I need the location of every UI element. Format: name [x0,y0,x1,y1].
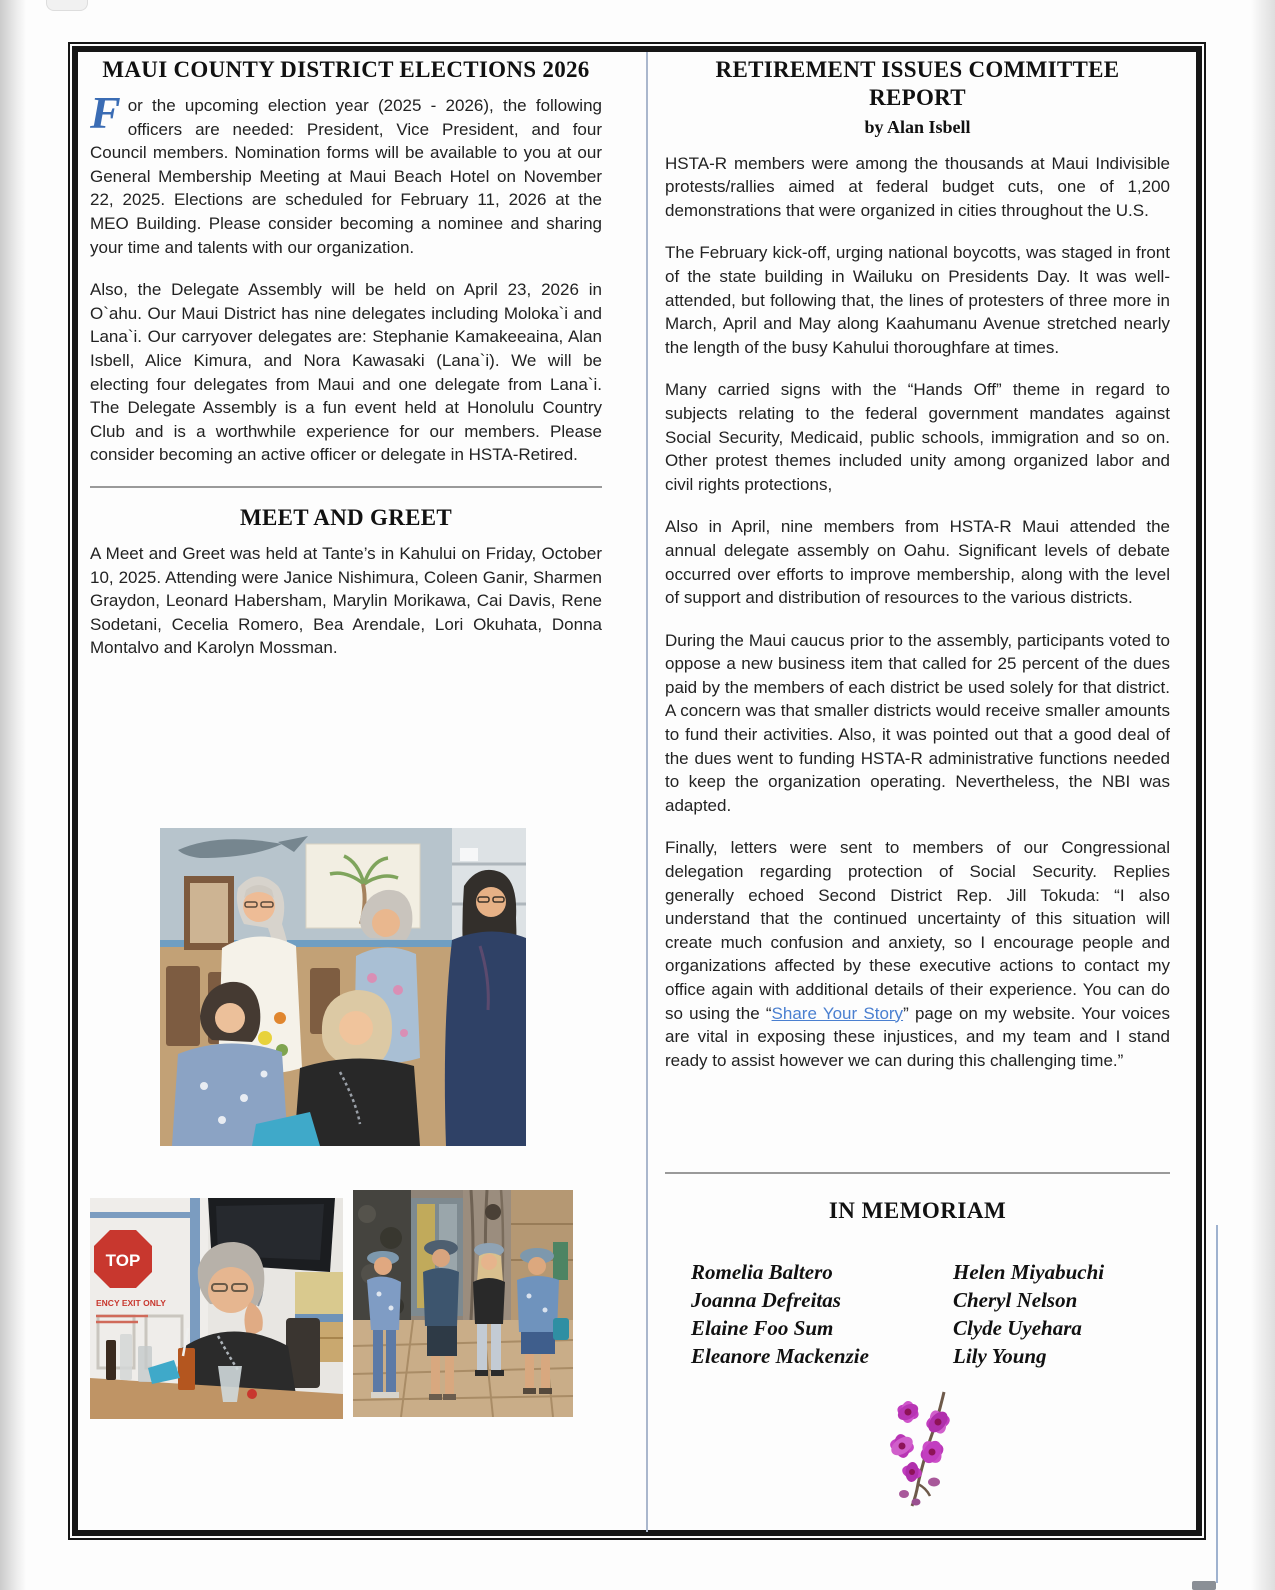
memoriam-names-left [691,1258,953,1370]
stop-sign-text: TOP [105,1251,141,1270]
meet-greet-group-photo [160,828,526,1146]
report-paragraph-1: HSTA-R members were among the thousands at Maui Indivisible protests/rallies aimed at federal budget cuts, one of 1,200 demonstrations that were organized in cities throughout the U.S. [665,153,1170,220]
memoriam-name: Lily Young [953,1344,1047,1368]
elections-paragraph-1 [90,87,602,259]
elections-paragraph-1-text: or the upcoming election year (2025 - 2026), the following officers are needed: President, Vice President, and four Council members. Nomination forms will be available to you at our General Membership Meeting at Maui Beach Hotel on November 22, 2025. Elections are scheduled for February 11, 2026 at the MEO Building. Please consider becoming a nominee and sharing your time and talents with our organization. [90,96,602,257]
scan-edge-left [0,0,26,1590]
meet-greet-title: MEET AND GREET [239,504,453,530]
report-paragraph-5: During the Maui caucus prior to the assembly, participants voted to oppose a new business item that called for 25 percent of the dues paid by the members of each district be used solely for that district. A concern was that smaller districts would receive smaller amounts to fund their activities. Also, it was pointed out that a good deal of the dues went to funding HSTA-R administrative functions needed to keep the organization operating. Nevertheless, the NBI was adapted. [665,630,1170,815]
memoriam-rule [665,1172,1170,1174]
meet-greet-paragraph: A Meet and Greet was held at Tante’s in Kahului on Friday, October 10, 2025. Attending were Janice Nishimura, Coleen Ganir, Sharmen Graydon, Leonard Habersham, Marylin Morikawa, Cai Davis, Rene Sodetani, Cecelia Romero, Bea Arendale, Lori Okuhata, Donna Montalvo and Karolyn Mossman. [90,543,602,658]
scan-corner-tab [46,0,88,11]
final-paragraph-pre: Finally, letters were sent to members of our Congressional delegation regarding protection of Social Security. Replies generally echoed Second District Rep. Jill Tokuda: “I also understand that the continued uncertainty of this situation will create much confusion and anxiety, so I encourage people and organizations affected by these executive actions to contact my office again with additional details of their experience. You can do so using the “ [665,838,1170,1023]
memoriam-name: Romelia Baltero [691,1260,833,1284]
memoriam-name: Eleanore Mackenzie [691,1344,869,1368]
meet-greet-photo-table [90,1198,343,1419]
memoriam-name: Cheryl Nelson [953,1288,1078,1312]
orchid-blooms [888,1400,952,1505]
scan-edge-right [1251,0,1275,1590]
in-memoriam-title: IN MEMORIAM [828,1198,1007,1223]
report-paragraph-4: Also in April, nine members from HSTA-R Maui attended the annual delegate assembly on Oahu. Significant levels of debate occurred over efforts to improve membership, along with the level of support and distribution of resources to the various districts. [665,517,1170,608]
elections-paragraph-2: Also, the Delegate Assembly will be held on April 23, 2026 in O`ahu. Our Maui District has nine delegates including Moloka`i and Lana`i. Our carryover delegates are: Stephanie Kamakeeaina, Alan Isbell, Alice Kimura, and Nora Kawasaki (Lana`i). We will be electing four delegates from Maui and one delegate from Lana`i. The Delegate Assembly is a fun event held at Honolulu Country Club and is a worthwhile experience for our members. Please consider becoming an active officer or delegate in HSTA-Retired. [90,280,602,465]
photo2-stop-sign [94,1230,152,1288]
report-paragraph-2: The February kick-off, urging national boycotts, was staged in front of the state building in Wailuku on Presidents Day. It was well-attended, but following that, the lines of protesters of three more in March, April and May along Kaahumanu Avenue stretched nearly the length of the busy Kahului thoroughfare at times. [665,243,1170,357]
report-paragraph-final [665,836,1170,1072]
memoriam-name: Clyde Uyehara [953,1316,1082,1340]
scan-scratch-line [1216,1225,1218,1583]
memoriam-name: Helen Miyabuchi [953,1260,1105,1284]
memoriam-names-right [953,1258,1163,1370]
right-column [665,56,1170,1091]
memoriam-name: Joanna Defreitas [691,1288,841,1312]
report-byline: by Alan Isbell [864,117,971,137]
report-title: RETIREMENT ISSUES COMMITTEE REPORT [715,57,1120,110]
meet-greet-photo-lobby [353,1190,573,1417]
photo1-framed-picture [184,876,234,950]
final-paragraph-post: ” page on my website. Your voices are vital in exposing these injustices, and my team and I stand ready to assist however we can during this challenging time.” [665,1003,1170,1070]
dropcap-F: F [90,87,121,138]
left-column [90,56,602,679]
scan-smudge [1192,1581,1216,1590]
share-your-story-link[interactable]: Share Your Story [771,1003,904,1023]
orchid-flower-image [882,1388,966,1512]
exit-sign-text: ENCY EXIT ONLY [96,1298,166,1308]
in-memoriam-section [665,1172,1170,1370]
memoriam-name: Elaine Foo Sum [691,1316,834,1340]
section-rule [90,486,602,488]
in-memoriam-columns [665,1258,1170,1370]
elections-title: MAUI COUNTY DISTRICT ELECTIONS 2026 [102,57,590,82]
report-paragraph-3: Many carried signs with the “Hands Off” theme in regard to subjects relating to the federal government mandates against Social Security, Medicaid, public schools, immigration and so on. Other protest themes included unity among organized labor and civil rights protections, [665,380,1170,494]
column-divider [646,52,648,1532]
